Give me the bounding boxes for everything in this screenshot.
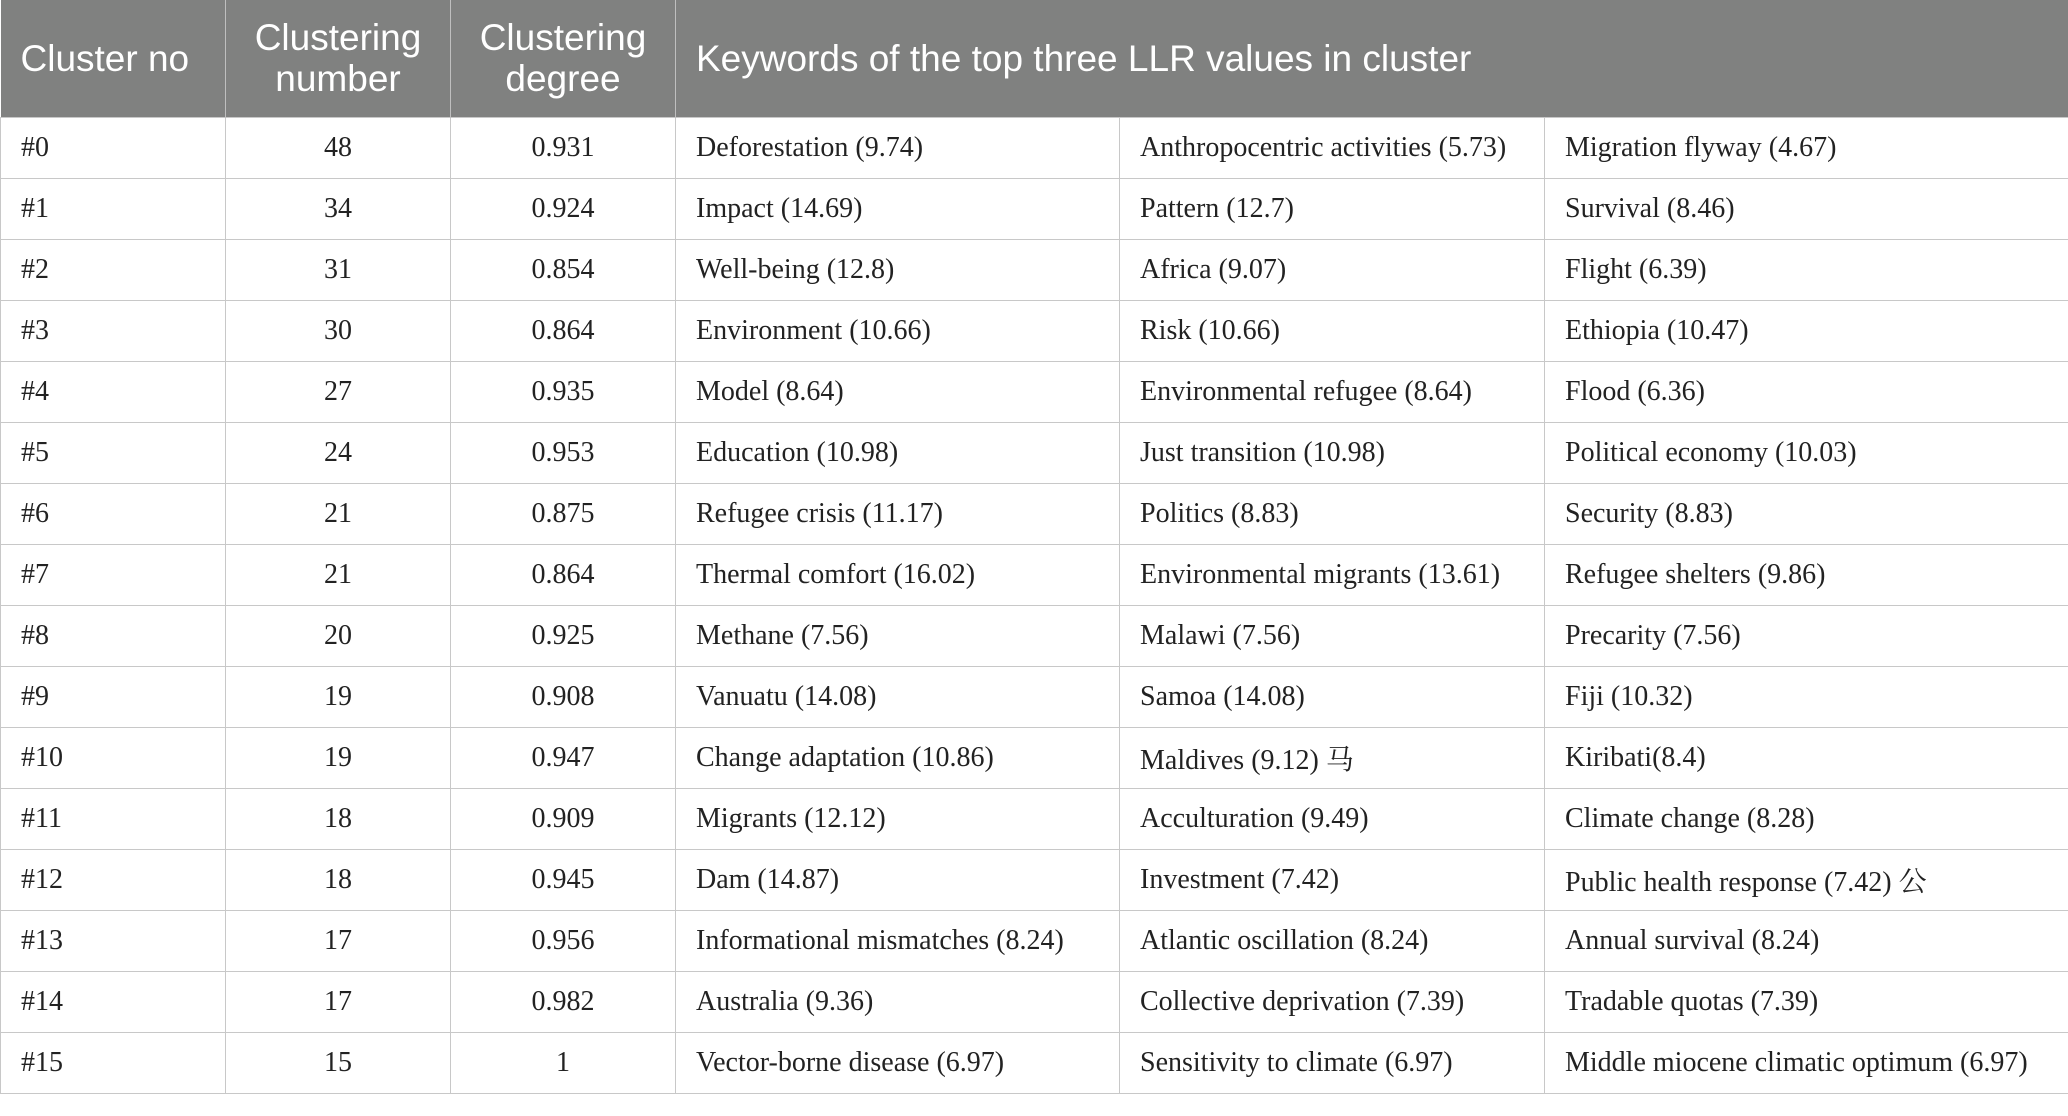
table-body [1,117,2068,1093]
cell-clustering-degree: 0.864 [451,544,676,605]
cell-cluster-no: #13 [1,910,226,971]
cell-cluster-no: #3 [1,300,226,361]
cell-keyword-2: Maldives (9.12) 马 [1120,727,1545,788]
cell-clustering-degree: 0.935 [451,361,676,422]
cell-cluster-no: #15 [1,1032,226,1093]
cell-cluster-no: #5 [1,422,226,483]
cell-clustering-degree: 0.931 [451,117,676,178]
table-row [1,422,2068,483]
cell-clustering-number: 48 [226,117,451,178]
cell-keyword-3: Ethiopia (10.47) [1545,300,2068,361]
cell-clustering-degree: 0.925 [451,605,676,666]
cell-keyword-2: Environmental refugee (8.64) [1120,361,1545,422]
cell-keyword-2: Politics (8.83) [1120,483,1545,544]
cell-clustering-degree: 0.924 [451,178,676,239]
cell-keyword-1: Vector-borne disease (6.97) [676,1032,1120,1093]
cell-cluster-no: #7 [1,544,226,605]
header-cluster-no: Cluster no [1,0,226,117]
table-row [1,788,2068,849]
cell-keyword-3: Public health response (7.42) 公 [1545,849,2068,910]
cell-keyword-1: Australia (9.36) [676,971,1120,1032]
cell-keyword-1: Well-being (12.8) [676,239,1120,300]
cell-keyword-3: Flood (6.36) [1545,361,2068,422]
cell-keyword-2: Africa (9.07) [1120,239,1545,300]
cell-clustering-number: 15 [226,1032,451,1093]
cell-cluster-no: #0 [1,117,226,178]
cell-keyword-1: Vanuatu (14.08) [676,666,1120,727]
table-row [1,178,2068,239]
cell-keyword-3: Flight (6.39) [1545,239,2068,300]
cell-keyword-1: Thermal comfort (16.02) [676,544,1120,605]
table-row [1,666,2068,727]
cell-cluster-no: #8 [1,605,226,666]
cell-keyword-2: Collective deprivation (7.39) [1120,971,1545,1032]
cell-cluster-no: #6 [1,483,226,544]
cell-clustering-number: 24 [226,422,451,483]
table-row [1,910,2068,971]
cell-keyword-2: Acculturation (9.49) [1120,788,1545,849]
cell-keyword-2: Atlantic oscillation (8.24) [1120,910,1545,971]
cell-keyword-3: Precarity (7.56) [1545,605,2068,666]
cell-clustering-number: 19 [226,727,451,788]
table-row [1,239,2068,300]
table-header [1,0,2068,117]
cell-clustering-degree: 0.854 [451,239,676,300]
cell-keyword-1: Methane (7.56) [676,605,1120,666]
cell-keyword-2: Environmental migrants (13.61) [1120,544,1545,605]
table-row [1,1032,2068,1093]
cell-keyword-1: Environment (10.66) [676,300,1120,361]
cell-clustering-degree: 0.909 [451,788,676,849]
cell-keyword-1: Deforestation (9.74) [676,117,1120,178]
cell-clustering-degree: 0.956 [451,910,676,971]
cell-keyword-3: Fiji (10.32) [1545,666,2068,727]
cell-keyword-2: Sensitivity to climate (6.97) [1120,1032,1545,1093]
cell-keyword-3: Climate change (8.28) [1545,788,2068,849]
table-row [1,117,2068,178]
cell-cluster-no: #12 [1,849,226,910]
cell-keyword-3: Annual survival (8.24) [1545,910,2068,971]
cell-cluster-no: #10 [1,727,226,788]
cell-clustering-degree: 0.875 [451,483,676,544]
cell-clustering-number: 18 [226,849,451,910]
cell-keyword-1: Change adaptation (10.86) [676,727,1120,788]
cell-keyword-1: Dam (14.87) [676,849,1120,910]
cell-keyword-1: Refugee crisis (11.17) [676,483,1120,544]
cell-keyword-1: Model (8.64) [676,361,1120,422]
cell-keyword-2: Just transition (10.98) [1120,422,1545,483]
cell-clustering-degree: 0.982 [451,971,676,1032]
cell-clustering-degree: 0.864 [451,300,676,361]
cell-clustering-degree: 0.945 [451,849,676,910]
cell-keyword-1: Informational mismatches (8.24) [676,910,1120,971]
cell-keyword-3: Kiribati(8.4) [1545,727,2068,788]
header-clustering-number: Clustering number [226,0,451,117]
cell-clustering-number: 27 [226,361,451,422]
table-row [1,605,2068,666]
table-row [1,483,2068,544]
cell-keyword-3: Tradable quotas (7.39) [1545,971,2068,1032]
cell-cluster-no: #4 [1,361,226,422]
cell-keyword-2: Risk (10.66) [1120,300,1545,361]
table-row [1,300,2068,361]
cell-cluster-no: #14 [1,971,226,1032]
cell-keyword-2: Samoa (14.08) [1120,666,1545,727]
cell-keyword-3: Refugee shelters (9.86) [1545,544,2068,605]
cell-keyword-2: Pattern (12.7) [1120,178,1545,239]
cell-clustering-number: 21 [226,544,451,605]
cell-clustering-degree: 0.947 [451,727,676,788]
table-row [1,849,2068,910]
cell-keyword-2: Investment (7.42) [1120,849,1545,910]
header-row [1,0,2068,117]
cell-clustering-number: 31 [226,239,451,300]
cell-clustering-number: 17 [226,971,451,1032]
header-keywords: Keywords of the top three LLR values in cluster [676,0,2068,117]
cell-keyword-1: Impact (14.69) [676,178,1120,239]
cell-keyword-3: Migration flyway (4.67) [1545,117,2068,178]
table-row [1,544,2068,605]
cell-cluster-no: #11 [1,788,226,849]
cell-cluster-no: #9 [1,666,226,727]
cell-keyword-1: Education (10.98) [676,422,1120,483]
table-row [1,971,2068,1032]
cell-clustering-degree: 0.953 [451,422,676,483]
cell-clustering-number: 34 [226,178,451,239]
table-row [1,361,2068,422]
cell-keyword-2: Anthropocentric activities (5.73) [1120,117,1545,178]
cell-cluster-no: #2 [1,239,226,300]
cell-clustering-number: 18 [226,788,451,849]
cell-clustering-degree: 0.908 [451,666,676,727]
cell-cluster-no: #1 [1,178,226,239]
cell-clustering-number: 30 [226,300,451,361]
cell-clustering-number: 21 [226,483,451,544]
cell-clustering-number: 19 [226,666,451,727]
cell-clustering-degree: 1 [451,1032,676,1093]
cell-keyword-3: Middle miocene climatic optimum (6.97) [1545,1032,2068,1093]
cell-keyword-2: Malawi (7.56) [1120,605,1545,666]
cell-clustering-number: 20 [226,605,451,666]
cell-clustering-number: 17 [226,910,451,971]
cell-keyword-3: Political economy (10.03) [1545,422,2068,483]
table-row [1,727,2068,788]
header-clustering-degree: Clustering degree [451,0,676,117]
cell-keyword-3: Security (8.83) [1545,483,2068,544]
cell-keyword-1: Migrants (12.12) [676,788,1120,849]
cell-keyword-3: Survival (8.46) [1545,178,2068,239]
